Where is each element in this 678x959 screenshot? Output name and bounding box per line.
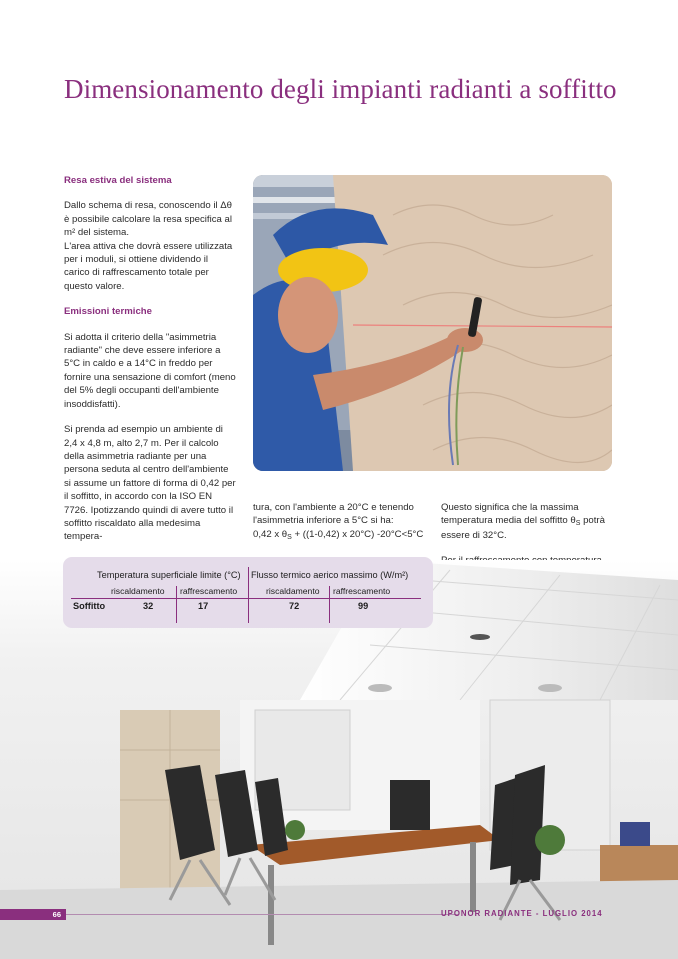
text-column-2 <box>253 501 428 542</box>
table-cell: 17 <box>198 601 209 611</box>
table-divider <box>329 586 330 623</box>
formula-heating: 0,42 x $\theta_S + ((1-0,42)$ x 20°C) -20°C<5°C <box>253 528 424 541</box>
paragraph: L'area attiva che dovrà essere utilizzata per i moduli, si ottiene dividendo il carico di raffrescamento totale per questo valore. <box>64 240 233 292</box>
section-heading-resa: Resa estiva del sistema <box>64 175 172 186</box>
section-heading-emissioni: Emissioni termiche <box>64 306 152 318</box>
footer-rule <box>66 914 458 915</box>
table-subheader: riscaldamento <box>111 586 165 596</box>
paragraph: Si prenda ad esempio un ambiente di 2,4 x 4,8 m, alto 2,7 m. Per il calcolo della asimmetria radiante per una persona seduta al centro dell'ambiente si assume un fattore di forma di 0,42 per il soffitto, in accordo con la ISO EN 7726. Ipotizzando quindi di avere tutto il soffitto riscaldato alla medesima tempera- <box>64 424 236 543</box>
table-subheader: raffrescamento <box>180 586 238 596</box>
table-divider <box>248 567 249 623</box>
paragraph: tura, con l'ambiente a 20°C e tenendo l'asimmetria inferiore a 5°C si ha: <box>253 502 414 527</box>
page-title: Dimensionamento degli impianti radianti a soffitto <box>64 74 617 104</box>
table-header-temperature: Temperatura superficiale limite (°C) <box>97 570 241 580</box>
table-cell: 72 <box>289 601 300 611</box>
paragraph: Dallo schema di resa, conoscendo il Δθ è possibile calcolare la resa specifica al m² del sistema. <box>64 200 232 239</box>
paragraph: Si adotta il criterio della "asimmetria radiante" che deve essere inferiore a 5°C in caldo e a 14°C in freddo per fornire una sensazione di comfort (meno del 5% degli occupanti dell'ambiente insoddisfatti). <box>64 331 236 410</box>
table-cell: 32 <box>143 601 154 611</box>
limits-table <box>63 557 433 628</box>
ceiling-install-photo <box>253 175 612 471</box>
table-row-label: Soffitto <box>73 601 106 611</box>
table-subheader: riscaldamento <box>266 586 320 596</box>
table-cell: 99 <box>358 601 369 611</box>
text-column-1 <box>64 174 236 556</box>
paragraph: Questo significa che la massima temperatura media del soffitto $\theta_S$ potrà essere di 32°C. <box>441 502 605 541</box>
page-number: 66 <box>0 909 66 920</box>
table-divider <box>71 598 421 599</box>
table-subheader: raffrescamento <box>333 586 391 596</box>
magazine-footer: UPONOR RADIANTE - LUGLIO 2014 <box>441 909 603 918</box>
table-header-flux: Flusso termico aerico massimo (W/m²) <box>251 570 409 580</box>
table-divider <box>176 586 177 623</box>
